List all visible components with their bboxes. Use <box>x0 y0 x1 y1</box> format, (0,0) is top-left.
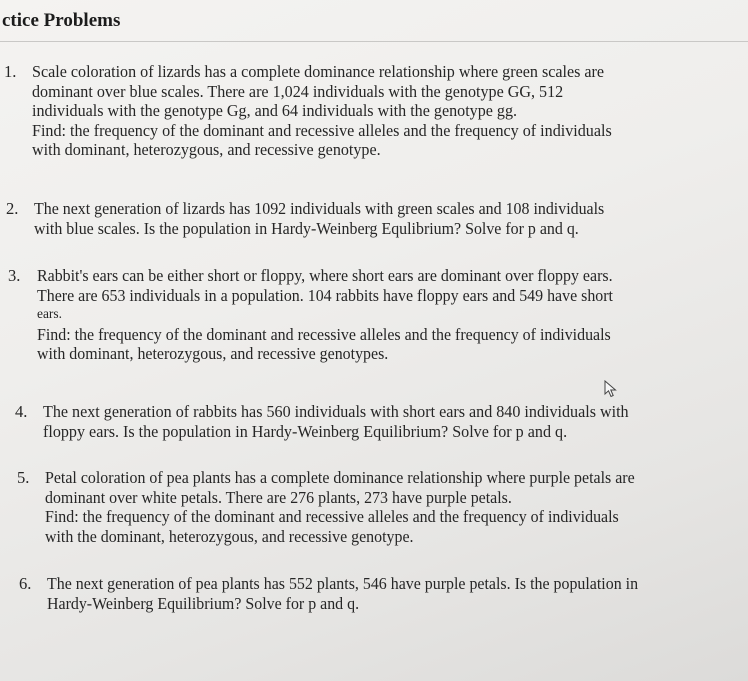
problem-number: 1. <box>4 62 17 81</box>
problem-line: The next generation of pea plants has 552 plants, 546 have purple petals. Is the population in <box>47 574 639 593</box>
problem-number: 2. <box>6 199 19 218</box>
problem-line: Petal coloration of pea plants has a complete dominance relationship where purple petals are <box>45 468 635 487</box>
problem-number: 6. <box>19 574 32 593</box>
problem-line: The next generation of rabbits has 560 individuals with short ears and 840 individuals with <box>43 402 629 421</box>
problem-line: Scale coloration of lizards has a complete dominance relationship where green scales are <box>32 62 605 81</box>
problem-text <box>37 266 613 364</box>
divider <box>0 41 748 42</box>
problem-text <box>32 62 612 160</box>
problem-line: dominant over blue scales. There are 1,024 individuals with the genotype GG, 512 <box>32 81 564 101</box>
problem-number: 5. <box>17 468 30 487</box>
problem-number: 4. <box>15 402 28 421</box>
problem-line: The next generation of lizards has 1092 individuals with green scales and 108 individuals <box>34 199 605 218</box>
problem-text <box>45 468 635 546</box>
problem-text <box>47 574 638 613</box>
problem-text <box>43 402 629 441</box>
problem-line: Rabbit's ears can be either short or floppy, where short ears are dominant over floppy ears. <box>37 266 613 285</box>
problem-line: dominant over white petals. There are 276 plants, 273 have purple petals. <box>45 487 512 507</box>
problem-text <box>34 199 604 238</box>
problem-line: Hardy-Weinberg Equilibrium? Solve for p and q. <box>47 593 360 613</box>
problem-line: ears. <box>37 307 63 322</box>
problem-line: with the dominant, heterozygous, and recessive genotype. <box>45 526 414 546</box>
problem-line: Find: the frequency of the dominant and recessive alleles and the frequency of individuals <box>45 507 619 526</box>
problem-line: individuals with the genotype Gg, and 64 individuals with the genotype gg. <box>32 101 518 120</box>
problem-line: with dominant, heterozygous, and recessive genotypes. <box>37 344 389 363</box>
problem-line: There are 653 individuals in a population. 104 rabbits have floppy ears and 549 have short <box>37 285 613 305</box>
mouse-cursor-icon <box>604 380 618 398</box>
problem-line: Find: the frequency of the dominant and recessive alleles and the frequency of individuals <box>32 120 612 140</box>
problem-line: with dominant, heterozygous, and recessive genotype. <box>32 140 381 159</box>
problem-line: floppy ears. Is the population in Hardy-Weinberg Equilibrium? Solve for p and q. <box>43 421 568 441</box>
problem-line: with blue scales. Is the population in Hardy-Weinberg Equlibrium? Solve for p and q. <box>34 218 579 238</box>
problem-line: Find: the frequency of the dominant and recessive alleles and the frequency of individuals <box>37 324 611 344</box>
problem-number: 3. <box>8 266 21 285</box>
page-title: ctice Problems <box>2 10 121 31</box>
